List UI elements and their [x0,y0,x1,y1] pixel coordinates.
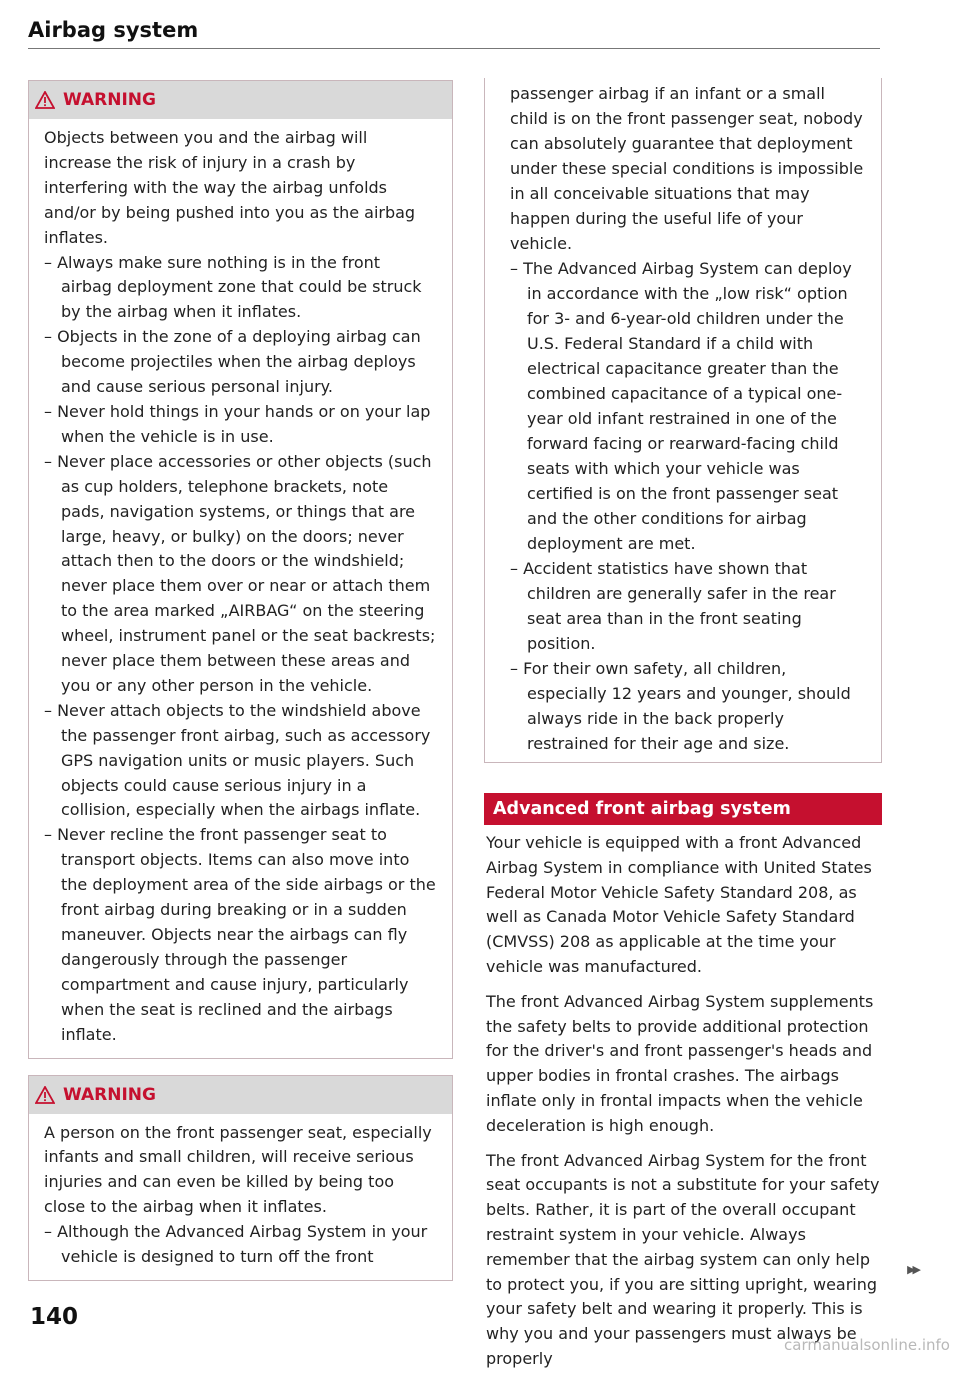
warning-box-1 [28,80,453,1059]
warning-header-1 [29,81,452,119]
warning-header-2 [29,1076,452,1114]
continuation-text: passenger airbag if an infant or a small child is on the front passenger seat, nobody can absolutely guarantee that deployment under these special conditions is impossible in all conceivable situations that may happen during the useful life of your vehicle. [510,84,864,253]
warning-intro: A person on the front passenger seat, especially infants and small children, will receive serious injuries and can even be killed by being too close to the airbag when it inflates. [44,1122,432,1217]
watermark: carmanualsonline.info [784,1336,950,1354]
warning-body-2 [29,1114,452,1280]
warning-bullet: – Never place accessories or other objects (such as cup holders, telephone brackets, note pads, navigation systems, or things that are large, heavy, or bulky) on the doors; never attach then to the doors or the windshield; never place them over or near or attach them to the area marked „AIRBAG“ on the steering wheel, instrument panel or the seat backrests; never place them between these areas and you or any other person in the vehicle. [44,451,436,695]
warning-box-2 [28,1075,453,1281]
warning-intro: Objects between you and the airbag will increase the risk of injury in a crash by interfering with the way the airbag unfolds and/or by being pushed into you as the airbag inflates. [44,128,416,247]
right-column [484,78,882,1382]
warning-bullet: – Accident statistics have shown that children are generally safer in the rear seat area than in the front seating position. [510,559,836,653]
warning-bullet: – The Advanced Airbag System can deploy in accordance with the „low risk“ option for 3- and 6-year-old children under the U.S. Federal Standard if a child with electrical capacitance greater than the combined capacitance of a typical one-year old infant restrained in one of the forward facing or rearward-facing child seats with which your vehicle was certified is on the front passenger seat and the other conditions for airbag deployment are met. [510,259,852,553]
left-column [28,80,453,1297]
warning-label: WARNING [63,1084,156,1105]
page-header [28,18,880,49]
paragraph: Your vehicle is equipped with a front Advanced Airbag System in compliance with United States Federal Motor Vehicle Safety Standard 208, as well as Canada Motor Vehicle Safety Standard (CMVSS) 208 as applicable at the time your vehicle was manufactured. [486,833,872,976]
warning-label: WARNING [63,90,156,110]
warning-bullet: – Although the Advanced Airbag System in your vehicle is designed to turn off the front [44,1222,428,1267]
section-heading: Advanced front airbag system [484,793,882,825]
page-number: 140 [30,1304,79,1330]
continue-arrow-icon: ▶▶ [907,1263,918,1276]
warning-triangle-icon [35,1086,55,1104]
warning-triangle-icon [35,91,55,109]
warning-bullet: – Never hold things in your hands or on your lap when the vehicle is in use. [44,401,431,446]
warning-bullet: – Always make sure nothing is in the front airbag deployment zone that could be struck by the airbag when it inflates. [44,252,422,322]
warning-continuation [484,78,882,763]
paragraph: The front Advanced Airbag System for the front seat occupants is not a substitute for your safety belts. Rather, it is part of the overall occupant restraint system in your vehicle. Always remember that the airbag system can only help to protect you, if you are sitting upright, wearing your safety belt and wearing it properly. This is why you and your passengers must always be properly [486,1150,880,1368]
header-title: Airbag system [28,18,199,42]
section-body [484,825,882,1372]
warning-body-1 [29,119,452,1058]
paragraph: The front Advanced Airbag System supplements the safety belts to provide additional protection for the driver's and front passenger's heads and upper bodies in frontal crashes. The airbags inflate only in frontal impacts when the vehicle deceleration is high enough. [486,991,874,1135]
warning-bullet: – Never attach objects to the windshield above the passenger front airbag, such as accessory GPS navigation units or music players. Such objects could cause serious injury in a collision, especially when the airbags inflate. [44,700,431,820]
warning-bullet: – Never recline the front passenger seat to transport objects. Items can also move into the deployment area of the side airbags or the front airbag during breaking or in a sudden maneuver. Objects near the airbags can fly dangerously through the passenger compartment and cause injury, particularly when the seat is reclined and the airbags inflate. [44,825,436,1044]
warning-bullet: – For their own safety, all children, especially 12 years and younger, should always ride in the back properly restrained for their age and size. [510,659,851,753]
warning-bullet: – Objects in the zone of a deploying airbag can become projectiles when the airbag deploys and cause serious personal injury. [44,327,421,397]
